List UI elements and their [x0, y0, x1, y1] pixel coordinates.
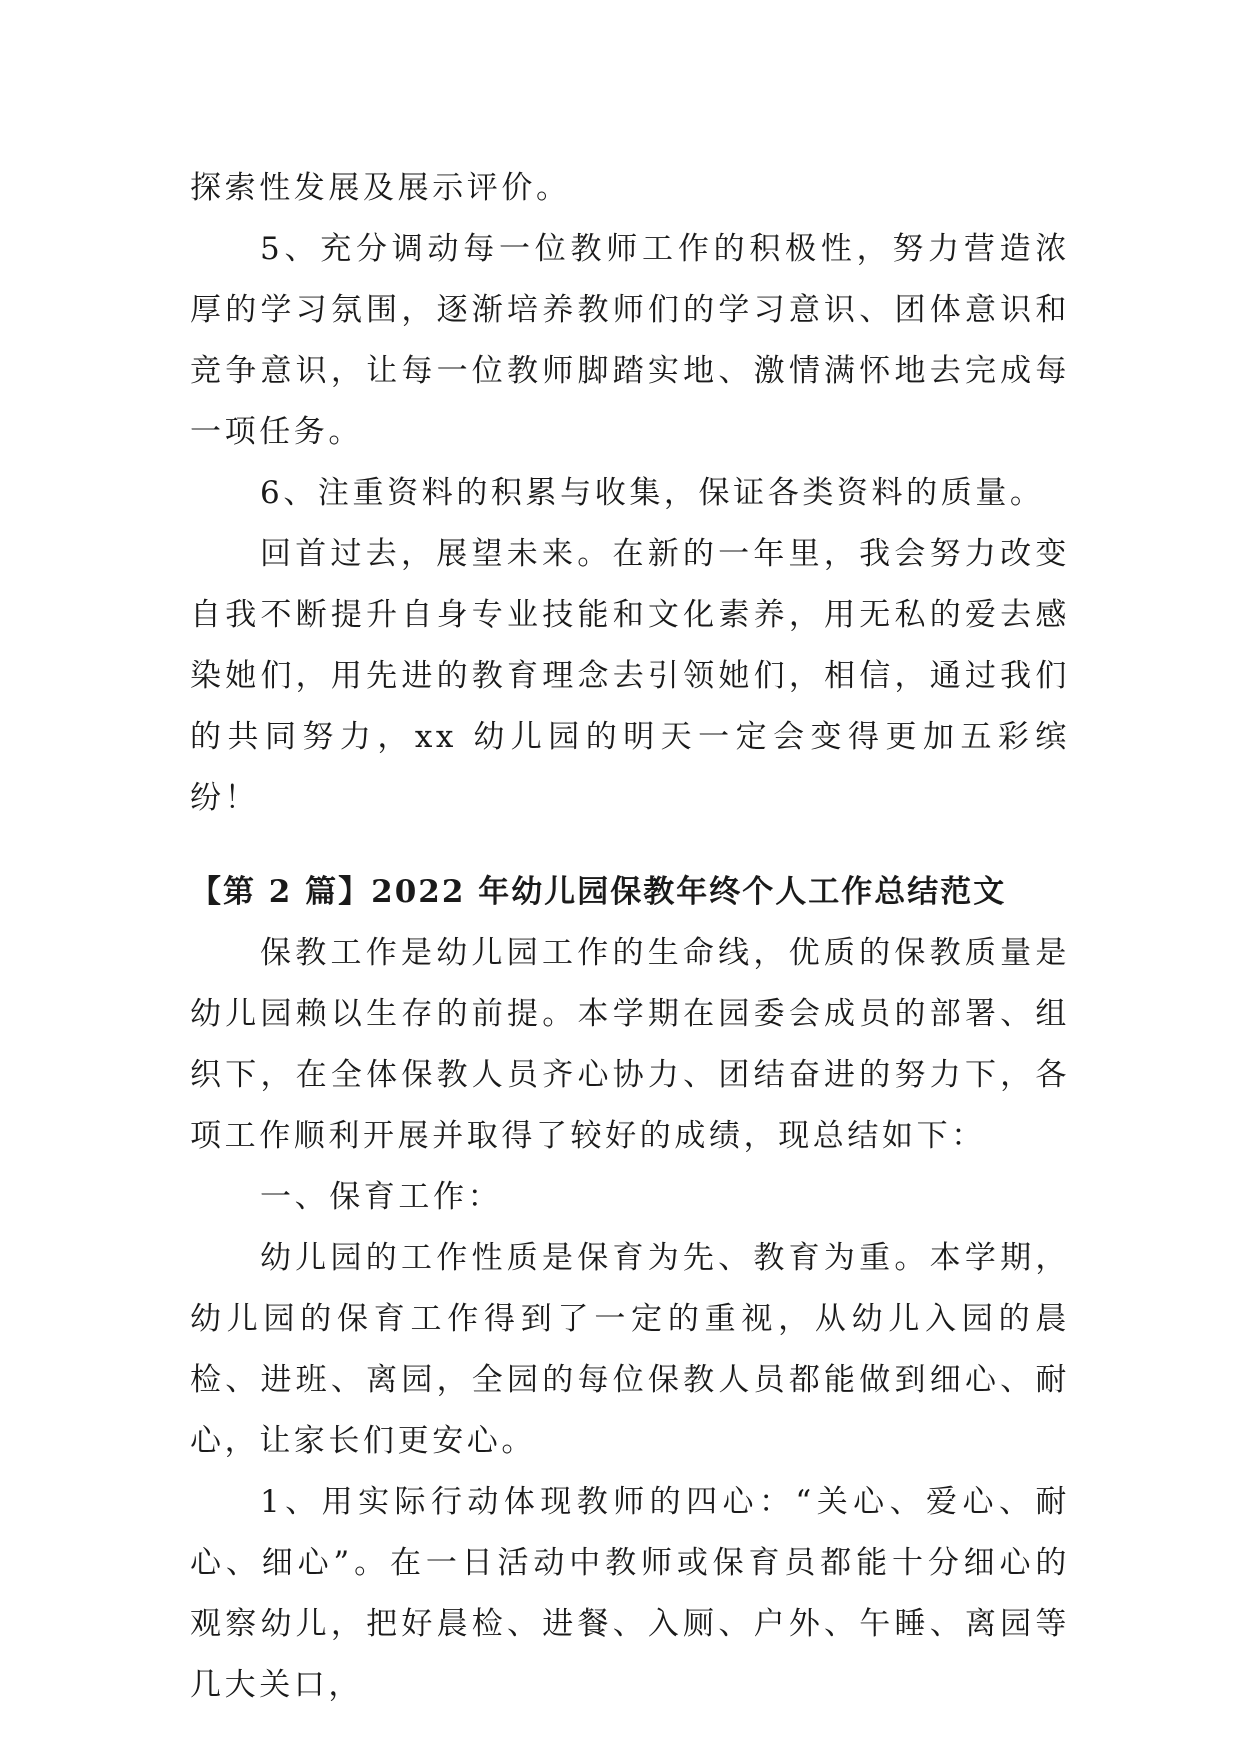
- paragraph: 回首过去，展望未来。在新的一年里，我会努力改变自我不断提升自身专业技能和文化素养，用无私的爱去感染她们，用先进的教育理念去引领她们，相信，通过我们的共同努力，xx 幼儿园的明天一定会变得更加五彩缤纷！: [190, 536, 1070, 816]
- paragraph: 探索性发展及展示评价。: [190, 170, 571, 206]
- paragraph: 1、用实际行动体现教师的四心：“关心、爱心、耐心、细心”。在一日活动中教师或保育员都能十分细心的观察幼儿，把好晨检、进餐、入厕、户外、午睡、离园等几大关口，: [190, 1484, 1070, 1703]
- paragraph: 保教工作是幼儿园工作的生命线，优质的保教质量是幼儿园赖以生存的前提。本学期在园委会成员的部署、组织下，在全体保教人员齐心协力、团结奋进的努力下，各项工作顺利开展并取得了较好的成绩，现总结如下：: [190, 935, 1070, 1154]
- paragraph: 6、注重资料的积累与收集，保证各类资料的质量。: [260, 475, 1045, 511]
- document-body: [190, 158, 1070, 1716]
- paragraph: 幼儿园的工作性质是保育为先、教育为重。本学期，幼儿园的保育工作得到了一定的重视，从幼儿入园的晨检、进班、离园，全园的每位保教人员都能做到细心、耐心，让家长们更安心。: [190, 1240, 1070, 1459]
- paragraph: 一、保育工作：: [260, 1179, 503, 1215]
- paragraph: 5、充分调动每一位教师工作的积极性，努力营造浓厚的学习氛围，逐渐培养教师们的学习意识、团体意识和竞争意识，让每一位教师脚踏实地、激情满怀地去完成每一项任务。: [190, 231, 1070, 450]
- section-heading: 【第 2 篇】2022 年幼儿园保教年终个人工作总结范文: [190, 874, 1007, 910]
